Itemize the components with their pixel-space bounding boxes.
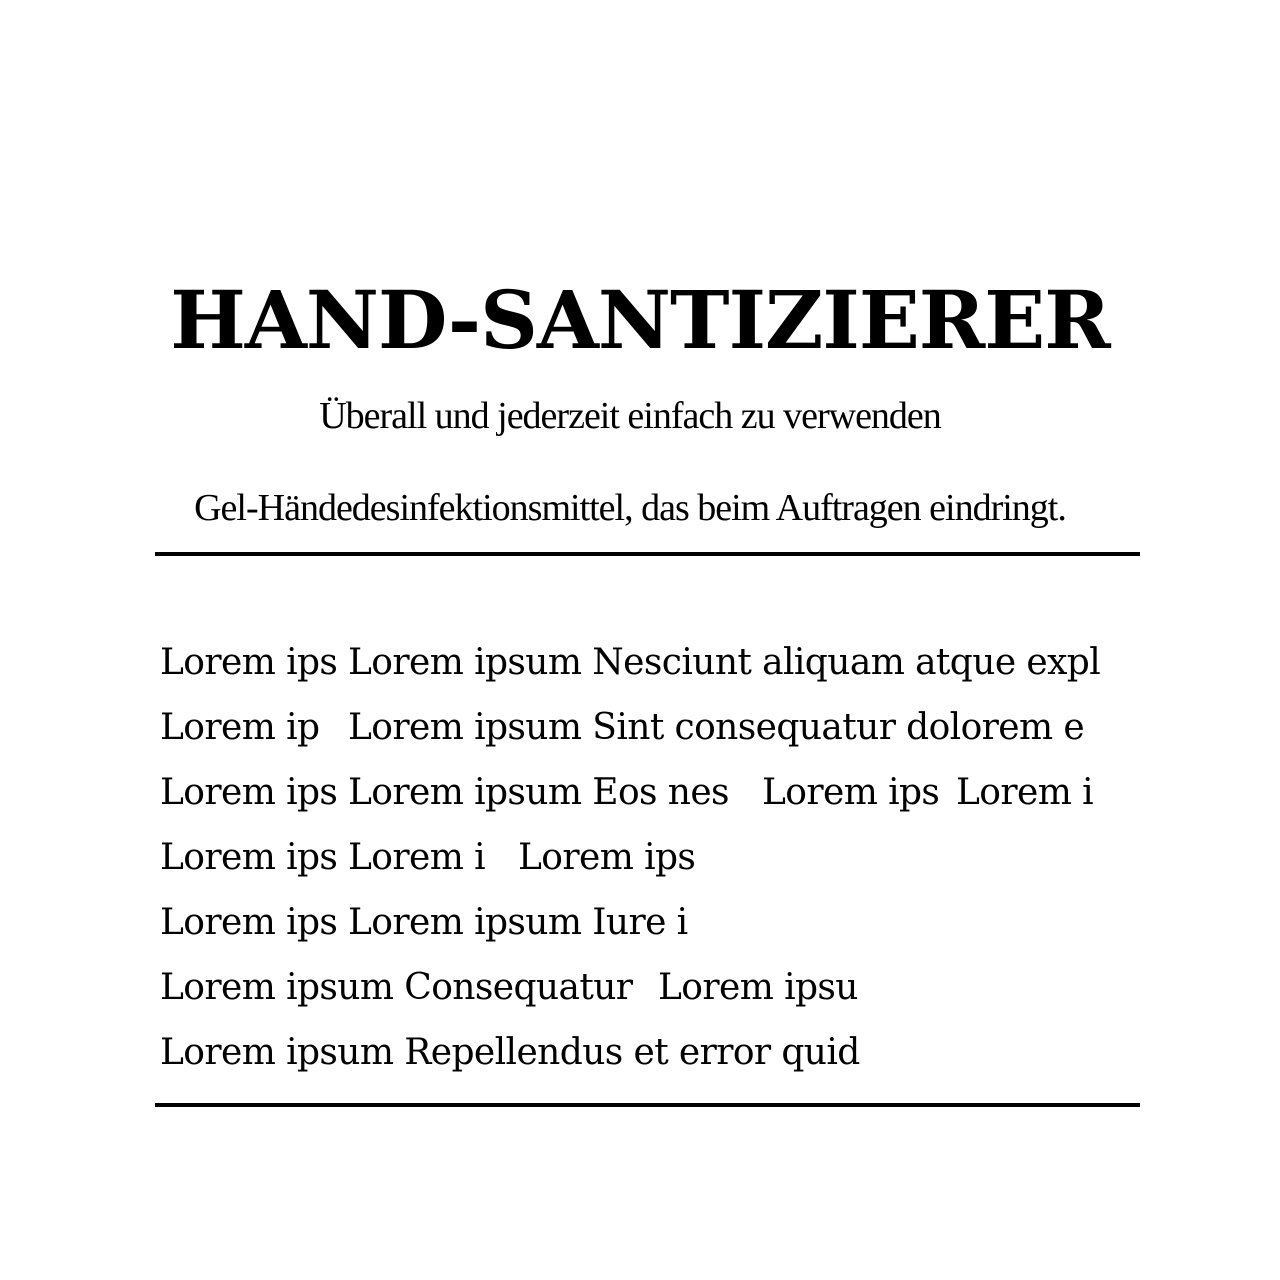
body-line-3-seg-1: Lorem ips xyxy=(160,772,338,813)
body-line-3-seg-4: Lorem i xyxy=(956,772,1093,813)
body-line-3 xyxy=(160,760,1140,825)
body-line-5 xyxy=(160,890,1140,955)
body-line-4-seg-3: Lorem ips xyxy=(518,837,696,878)
body-line-7 xyxy=(160,1020,1140,1085)
subtitle: Überall und jederzeit einfach zu verwenden xyxy=(319,395,941,437)
body-line-5-seg-1: Lorem ips xyxy=(160,902,338,943)
bottom-divider xyxy=(155,1103,1140,1107)
body-line-4-seg-2: Lorem i xyxy=(348,837,485,878)
body-line-4-seg-1: Lorem ips xyxy=(160,837,338,878)
body-line-3-seg-2: Lorem ipsum Eos nes xyxy=(348,772,729,813)
top-divider xyxy=(155,552,1140,556)
body-line-6-seg-1: Lorem ipsum Consequatur xyxy=(160,967,633,1008)
body-line-2 xyxy=(160,695,1140,760)
body-text xyxy=(160,630,1140,1085)
body-line-1-seg-2: Lorem ipsum Nesciunt aliquam atque expl xyxy=(348,642,1101,683)
tagline: Gel-Händedesinfektionsmittel, das beim Auftragen eindringt. xyxy=(194,487,1066,529)
body-line-6 xyxy=(160,955,1140,1020)
body-line-5-seg-2: Lorem ipsum Iure i xyxy=(348,902,688,943)
body-line-2-seg-2: Lorem ipsum Sint consequatur dolorem e xyxy=(348,707,1085,748)
page-title: HAND-SANTIZIERER xyxy=(170,273,1110,367)
body-line-3-seg-3: Lorem ips xyxy=(762,772,940,813)
body-line-1 xyxy=(160,630,1140,695)
body-line-2-seg-1: Lorem ip xyxy=(160,707,320,748)
body-line-7-seg-1: Lorem ipsum Repellendus et error quid xyxy=(160,1032,860,1073)
body-line-6-seg-2: Lorem ipsu xyxy=(658,967,858,1008)
body-line-4 xyxy=(160,825,1140,890)
body-line-1-seg-1: Lorem ips xyxy=(160,642,338,683)
